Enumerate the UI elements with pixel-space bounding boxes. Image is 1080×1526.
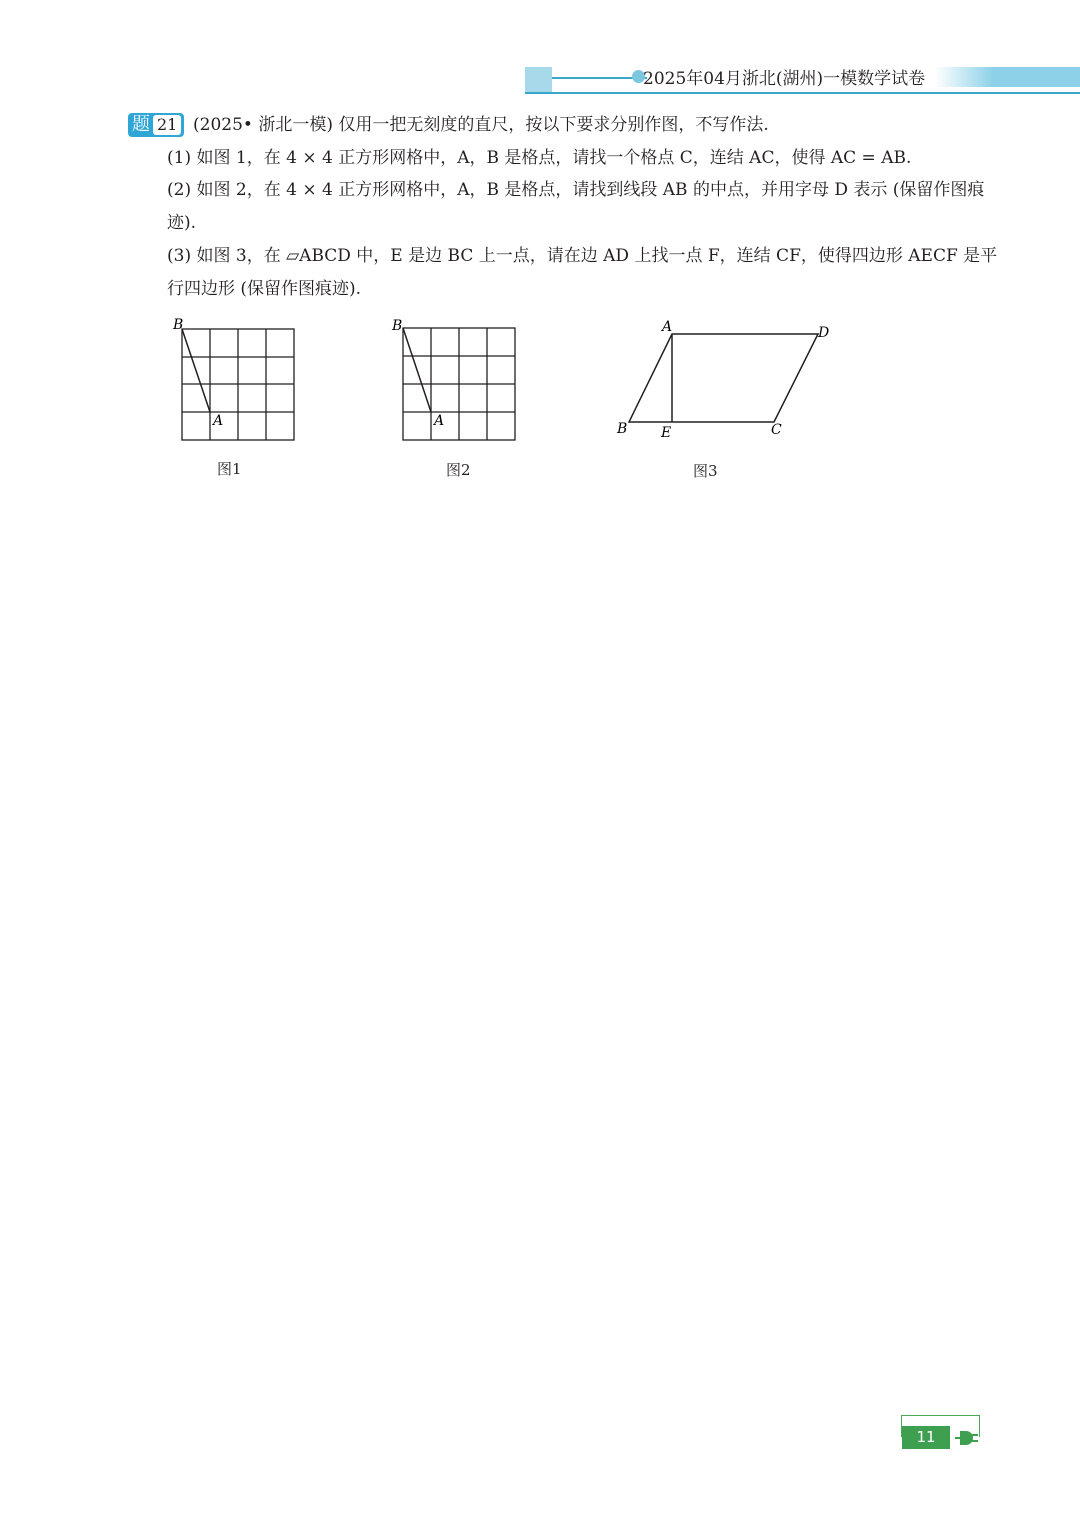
header-underline [525, 92, 1080, 94]
figure-1-label-a: A [213, 413, 224, 429]
figure-3-label-c: C [771, 422, 782, 438]
figure-1-grid [182, 329, 294, 440]
figure-3 [610, 314, 840, 444]
figure-3-label-b: B [617, 421, 628, 437]
figure-2-grid [403, 328, 515, 440]
header-band [935, 67, 1080, 87]
plug-icon [955, 1428, 979, 1448]
figure-2-label-b: B [392, 318, 403, 334]
figure-2 [389, 314, 524, 449]
figure-3-label-e: E [661, 425, 672, 441]
figure-1-label-b: B [173, 317, 184, 333]
figure-3-caption: 图3 [693, 462, 718, 480]
figure-1-caption: 图1 [217, 460, 242, 478]
question-badge [128, 113, 184, 137]
problem-intro: (2025• 浙北一模) 仅用一把无刻度的直尺，按以下要求分别作图，不写作法. [193, 115, 769, 135]
question-badge-label: 题 [132, 114, 150, 135]
page-number: 11 [902, 1426, 950, 1449]
header-title: 2025年04月浙北(湖州)一模数学试卷 [643, 69, 926, 89]
problem-part-2-line-2: 迹). [167, 213, 197, 233]
figure-3-parallelogram [629, 334, 818, 422]
header-accent-block [525, 67, 552, 93]
problem-part-1: (1) 如图 1，在 4 × 4 正方形网格中，A，B 是格点，请找一个格点 C，连结 AC，使得 AC = AB. [167, 148, 912, 168]
figure-3-label-a: A [662, 319, 673, 335]
figure-1 [168, 314, 303, 449]
problem-part-3-line-1: (3) 如图 3，在 ▱ABCD 中，E 是边 BC 上一点，请在边 AD 上找一点 F，连结 CF，使得四边形 AECF 是平 [167, 246, 998, 266]
figure-2-caption: 图2 [446, 461, 471, 479]
figure-2-segment-ab [403, 328, 431, 412]
problem-part-3-line-2: 行四边形 (保留作图痕迹). [167, 279, 362, 299]
question-number: 21 [153, 115, 181, 135]
figure-1-segment-ab [182, 329, 210, 412]
problem-part-2-line-1: (2) 如图 2，在 4 × 4 正方形网格中，A，B 是格点，请找到线段 AB 的中点，并用字母 D 表示 (保留作图痕 [167, 180, 985, 200]
figure-2-label-a: A [434, 413, 445, 429]
figure-3-label-d: D [818, 325, 830, 341]
